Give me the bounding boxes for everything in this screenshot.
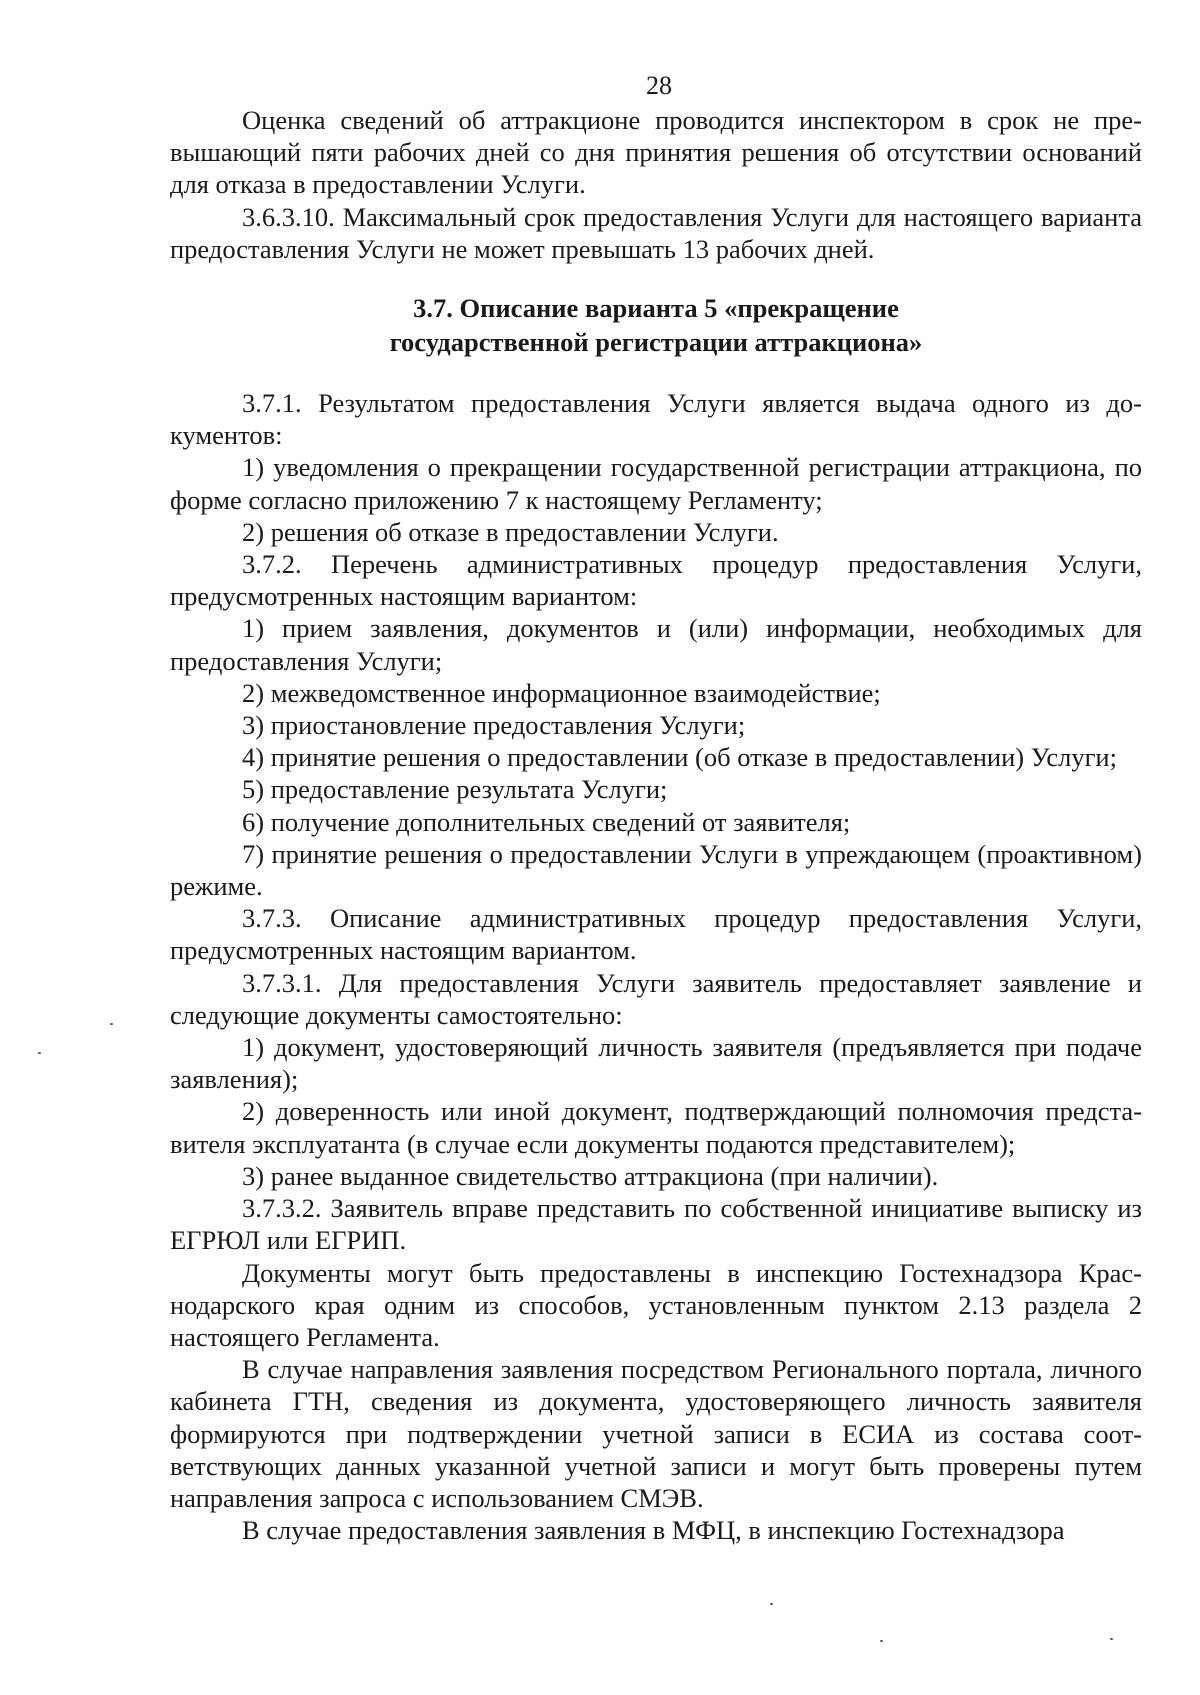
list-item: 2) межведомственное информационное взаимодействие; <box>242 677 881 708</box>
paragraph: Документы могут быть предоставлены в инспекцию Гостехнадзора Краснодарского края одним из способов, установленным пунктом 2.13 раздела 2 настоящего Регламента. <box>170 1257 1142 1352</box>
section-heading-line: 3.7. Описание варианта 5 «прекращение <box>413 293 899 324</box>
list-item: 2) доверенность или иной документ, подтверждающий полномочия представителя эксплуатанта (в случае если документы подаются представителем); <box>170 1096 1142 1159</box>
paragraph: Оценка сведений об аттракционе проводится инспектором в срок не превышающий пяти рабочих дней со дня принятия решения об отсутствии оснований для отказа в предоставлении Услуги. <box>170 105 1142 200</box>
scan-speck <box>1110 1638 1113 1640</box>
scan-speck <box>38 1052 41 1054</box>
scan-speck <box>880 1640 883 1642</box>
paragraph: 3.7.2. Перечень административных процедур предоставления Услуги, предусмотренных настоящим вариантом: <box>170 549 1142 612</box>
section-heading <box>170 291 1142 359</box>
list-item: 1) уведомления о прекращении государственной регистрации аттракциона, по форме согласно приложению 7 к настоящему Регламенту; <box>170 452 1142 515</box>
paragraph: 3.7.1. Результатом предоставления Услуги является выдача одного из документов: <box>170 388 1142 451</box>
section-heading-line: государственной регистрации аттракциона» <box>389 327 923 358</box>
list-item: 3) приостановление предоставления Услуги; <box>242 710 746 741</box>
scan-speck <box>770 1603 773 1605</box>
paragraph: 3.7.3. Описание административных процедур предоставления Услуги, предусмотренных настоящим вариантом. <box>170 903 1142 966</box>
list-item: 2) решения об отказе в предоставлении Услуги. <box>242 516 779 547</box>
list-item: 3) ранее выданное свидетельство аттракциона (при наличии). <box>242 1160 939 1191</box>
paragraph: В случае предоставления заявления в МФЦ, в инспекцию Гостехнадзора <box>242 1515 1065 1546</box>
list-item: 7) принятие решения о предоставлении Услуги в упреждающем (проактивном) режиме. <box>170 838 1142 902</box>
paragraph: 3.7.3.1. Для предоставления Услуги заявитель предоставляет заявление и следующие документы самостоятельно: <box>170 967 1142 1030</box>
list-item: 6) получение дополнительных сведений от заявителя; <box>242 806 851 837</box>
document-page <box>170 70 1142 1546</box>
paragraph: В случае направления заявления посредством Регионального портала, личного кабинета ГТН, сведения из документа, удостоверяющего личность заявителя формируются при подтверждении учетной записи в ЕСИА из состава соответствующих данных указанной учетной записи и могут быть проверены путем направления запроса с использованием СМЭВ. <box>170 1354 1142 1513</box>
list-item: 1) прием заявления, документов и (или) информации, необходимых для предоставления Услуги; <box>170 613 1142 676</box>
page-number: 28 <box>646 71 672 100</box>
list-item: 4) принятие решения о предоставлении (об отказе в предоставлении) Услуги; <box>242 742 1117 773</box>
paragraph: 3.7.3.2. Заявитель вправе представить по собственной инициативе выписку из ЕГРЮЛ или ЕГРИП. <box>170 1193 1142 1256</box>
paragraph: 3.6.3.10. Максимальный срок предоставления Услуги для настоящего варианта предоставления Услуги не может превышать 13 рабочих дней. <box>170 201 1142 264</box>
scan-speck <box>110 1023 113 1025</box>
list-item: 5) предоставление результата Услуги; <box>242 774 668 805</box>
list-item: 1) документ, удостоверяющий личность заявителя (предъявляется при подаче заявления); <box>170 1032 1142 1095</box>
